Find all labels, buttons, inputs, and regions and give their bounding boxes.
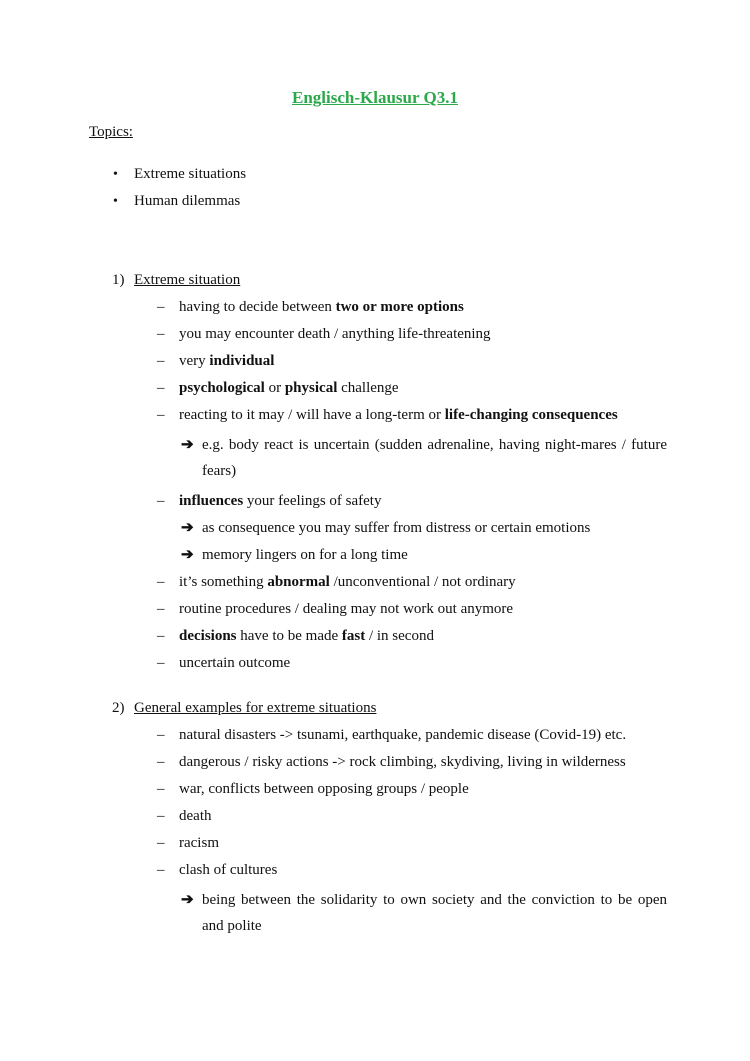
topics-label: Topics: (89, 124, 133, 140)
list-item: – having to decide between two or more options (157, 299, 464, 315)
list-item: • Extreme situations (113, 164, 246, 191)
dash-icon: – (157, 781, 165, 797)
dash-icon: – (157, 628, 165, 644)
arrow-item: ➔ e.g. body react is uncertain (sudden adrenaline, having night-mares / future fears) (157, 432, 667, 484)
dash-icon: – (157, 326, 165, 342)
bullet-icon: • (113, 194, 118, 209)
list-item: – decisions have to be made fast / in second (157, 628, 434, 644)
bullet-icon: • (113, 167, 118, 182)
list-item: • Human dilemmas (113, 191, 246, 218)
list-item: – psychological or physical challenge (157, 380, 399, 396)
list-item: – war, conflicts between opposing groups / people (157, 781, 469, 797)
dash-icon: – (157, 835, 165, 851)
arrow-right-icon: ➔ (181, 520, 194, 536)
list-item: – uncertain outcome (157, 655, 291, 671)
arrow-item: ➔ being between the solidarity to own society and the conviction to be open and polite (157, 887, 667, 939)
section-1-list (157, 297, 667, 680)
dash-icon: – (157, 862, 165, 878)
arrow-item: ➔ as consequence you may suffer from distress or certain emotions (181, 520, 591, 536)
list-item: – you may encounter death / anything life-threatening (157, 326, 491, 342)
section-1-heading: 1) Extreme situation (112, 272, 241, 288)
dash-icon: – (157, 808, 165, 824)
page-title: Englisch-Klausur Q3.1 (292, 88, 458, 107)
dash-icon: – (157, 299, 165, 315)
list-item: – it’s something abnormal /unconventional / not ordinary (157, 574, 516, 590)
dash-icon: – (157, 655, 165, 671)
dash-icon: – (157, 407, 165, 423)
dash-icon: – (157, 493, 165, 509)
dash-icon: – (157, 353, 165, 369)
list-item: – very individual (157, 353, 275, 369)
dash-icon: – (157, 601, 165, 617)
list-item: – reacting to it may / will have a long-term or life-changing consequences (157, 407, 618, 423)
list-item: – natural disasters -> tsunami, earthquake, pandemic disease (Covid-19) etc. (157, 727, 627, 743)
dash-icon: – (157, 727, 165, 743)
arrow-right-icon: ➔ (181, 437, 194, 453)
arrow-right-icon: ➔ (181, 892, 194, 908)
dash-icon: – (157, 574, 165, 590)
arrow-item: ➔ memory lingers on for a long time (181, 547, 408, 563)
dash-icon: – (157, 754, 165, 770)
dash-icon: – (157, 380, 165, 396)
list-item: – influences your feelings of safety (157, 493, 382, 509)
topics-list (113, 164, 246, 218)
list-item: – routine procedures / dealing may not work out anymore (157, 601, 514, 617)
list-item: – clash of cultures (157, 862, 278, 878)
list-item: – dangerous / risky actions -> rock climbing, skydiving, living in wilderness (157, 754, 626, 770)
list-item: – death (157, 808, 212, 824)
section-2-heading: 2) General examples for extreme situations (112, 700, 377, 716)
section-2-list (157, 725, 667, 946)
arrow-right-icon: ➔ (181, 547, 194, 563)
list-item: – racism (157, 835, 219, 851)
